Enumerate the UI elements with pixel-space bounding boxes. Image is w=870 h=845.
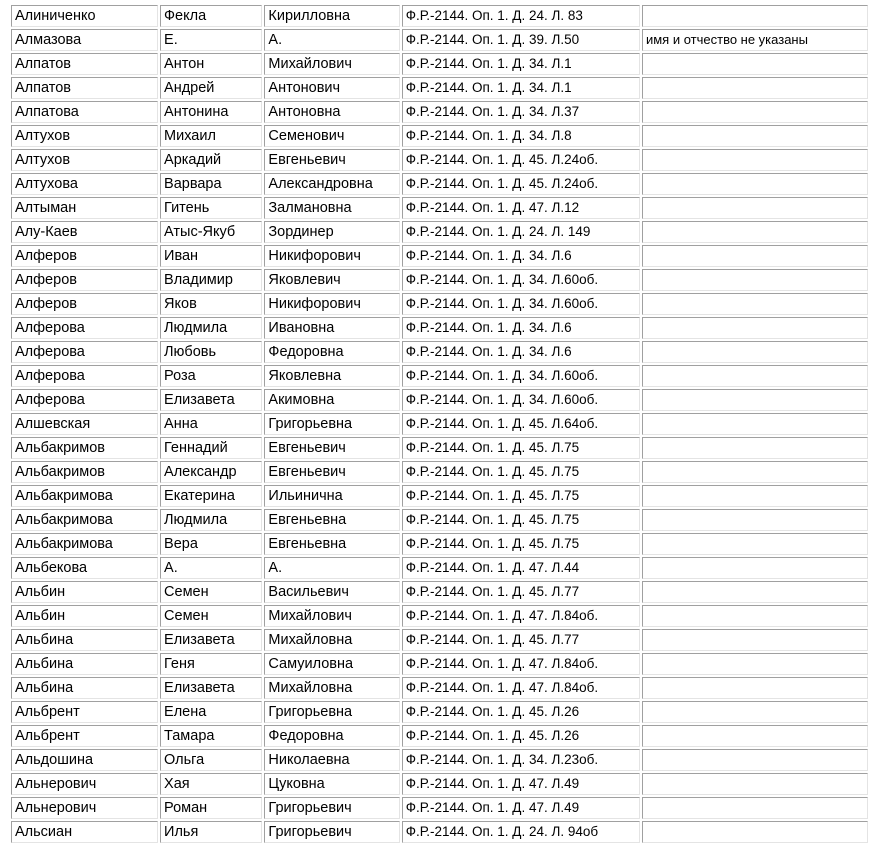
patronymic-cell: Михайлович	[264, 605, 399, 627]
patronymic-cell: А.	[264, 557, 399, 579]
surname-cell: Алтыман	[11, 197, 158, 219]
surname-cell: Алферова	[11, 341, 158, 363]
patronymic-cell: Михайлович	[264, 53, 399, 75]
records-body	[11, 5, 868, 843]
surname-cell: Альбин	[11, 581, 158, 603]
surname-cell: Алпатов	[11, 77, 158, 99]
archive-reference-cell: Ф.Р.-2144. Оп. 1. Д. 34. Л.6	[402, 341, 640, 363]
table-row	[11, 125, 868, 147]
first-name-cell: Фекла	[160, 5, 262, 27]
archive-reference-cell: Ф.Р.-2144. Оп. 1. Д. 24. Л. 149	[402, 221, 640, 243]
surname-cell: Алферова	[11, 317, 158, 339]
table-row	[11, 149, 868, 171]
patronymic-cell: Михайловна	[264, 677, 399, 699]
note-cell	[642, 149, 868, 171]
surname-cell: Алмазова	[11, 29, 158, 51]
patronymic-cell: Евгеньевич	[264, 437, 399, 459]
note-cell	[642, 773, 868, 795]
surname-cell: Алферова	[11, 389, 158, 411]
table-row	[11, 53, 868, 75]
note-cell	[642, 413, 868, 435]
note-cell	[642, 797, 868, 819]
archive-reference-cell: Ф.Р.-2144. Оп. 1. Д. 47. Л.49	[402, 773, 640, 795]
first-name-cell: Е.	[160, 29, 262, 51]
archive-reference-cell: Ф.Р.-2144. Оп. 1. Д. 45. Л.75	[402, 485, 640, 507]
patronymic-cell: Ильинична	[264, 485, 399, 507]
first-name-cell: Аркадий	[160, 149, 262, 171]
patronymic-cell: Евгеньевич	[264, 149, 399, 171]
note-cell	[642, 701, 868, 723]
first-name-cell: Геннадий	[160, 437, 262, 459]
first-name-cell: Хая	[160, 773, 262, 795]
patronymic-cell: Самуиловна	[264, 653, 399, 675]
surname-cell: Альбакримов	[11, 437, 158, 459]
note-cell	[642, 341, 868, 363]
patronymic-cell: Федоровна	[264, 341, 399, 363]
note-cell	[642, 5, 868, 27]
surname-cell: Альбрент	[11, 701, 158, 723]
first-name-cell: Иван	[160, 245, 262, 267]
table-row	[11, 773, 868, 795]
table-row	[11, 749, 868, 771]
first-name-cell: Роман	[160, 797, 262, 819]
first-name-cell: Любовь	[160, 341, 262, 363]
first-name-cell: Владимир	[160, 269, 262, 291]
table-row	[11, 581, 868, 603]
table-row	[11, 221, 868, 243]
archive-reference-cell: Ф.Р.-2144. Оп. 1. Д. 45. Л.77	[402, 629, 640, 651]
first-name-cell: Елена	[160, 701, 262, 723]
table-row	[11, 389, 868, 411]
patronymic-cell: Залмановна	[264, 197, 399, 219]
note-cell	[642, 557, 868, 579]
surname-cell: Алтухов	[11, 149, 158, 171]
patronymic-cell: Ивановна	[264, 317, 399, 339]
archive-reference-cell: Ф.Р.-2144. Оп. 1. Д. 45. Л.26	[402, 725, 640, 747]
surname-cell: Алпатова	[11, 101, 158, 123]
first-name-cell: Михаил	[160, 125, 262, 147]
archive-reference-cell: Ф.Р.-2144. Оп. 1. Д. 34. Л.23об.	[402, 749, 640, 771]
table-row	[11, 341, 868, 363]
first-name-cell: Ольга	[160, 749, 262, 771]
archive-reference-cell: Ф.Р.-2144. Оп. 1. Д. 45. Л.75	[402, 533, 640, 555]
first-name-cell: Антонина	[160, 101, 262, 123]
table-row	[11, 677, 868, 699]
surname-cell: Альбина	[11, 653, 158, 675]
patronymic-cell: Григорьевна	[264, 701, 399, 723]
table-row	[11, 365, 868, 387]
records-table	[9, 3, 870, 845]
patronymic-cell: Кирилловна	[264, 5, 399, 27]
table-row	[11, 461, 868, 483]
archive-reference-cell: Ф.Р.-2144. Оп. 1. Д. 45. Л.24об.	[402, 149, 640, 171]
surname-cell: Альдошина	[11, 749, 158, 771]
note-cell	[642, 653, 868, 675]
patronymic-cell: Зординер	[264, 221, 399, 243]
archive-reference-cell: Ф.Р.-2144. Оп. 1. Д. 45. Л.24об.	[402, 173, 640, 195]
patronymic-cell: Яковлевна	[264, 365, 399, 387]
first-name-cell: Людмила	[160, 509, 262, 531]
surname-cell: Альбрент	[11, 725, 158, 747]
first-name-cell: Варвара	[160, 173, 262, 195]
patronymic-cell: Евгеньевна	[264, 533, 399, 555]
patronymic-cell: Михайловна	[264, 629, 399, 651]
note-cell	[642, 197, 868, 219]
first-name-cell: Людмила	[160, 317, 262, 339]
first-name-cell: Андрей	[160, 77, 262, 99]
archive-reference-cell: Ф.Р.-2144. Оп. 1. Д. 34. Л.8	[402, 125, 640, 147]
archive-reference-cell: Ф.Р.-2144. Оп. 1. Д. 45. Л.64об.	[402, 413, 640, 435]
archive-reference-cell: Ф.Р.-2144. Оп. 1. Д. 34. Л.37	[402, 101, 640, 123]
note-cell	[642, 533, 868, 555]
first-name-cell: Атыс-Якуб	[160, 221, 262, 243]
table-row	[11, 509, 868, 531]
surname-cell: Альбина	[11, 629, 158, 651]
table-row	[11, 173, 868, 195]
note-cell	[642, 389, 868, 411]
note-cell	[642, 821, 868, 843]
note-cell	[642, 53, 868, 75]
note-cell	[642, 245, 868, 267]
table-row	[11, 197, 868, 219]
archive-reference-cell: Ф.Р.-2144. Оп. 1. Д. 24. Л. 83	[402, 5, 640, 27]
patronymic-cell: Евгеньевич	[264, 461, 399, 483]
archive-reference-cell: Ф.Р.-2144. Оп. 1. Д. 45. Л.75	[402, 509, 640, 531]
first-name-cell: Елизавета	[160, 389, 262, 411]
patronymic-cell: Семенович	[264, 125, 399, 147]
table-row	[11, 77, 868, 99]
patronymic-cell: Яковлевич	[264, 269, 399, 291]
patronymic-cell: Николаевна	[264, 749, 399, 771]
first-name-cell: Елизавета	[160, 629, 262, 651]
first-name-cell: Семен	[160, 581, 262, 603]
first-name-cell: Анна	[160, 413, 262, 435]
table-row	[11, 653, 868, 675]
archive-reference-cell: Ф.Р.-2144. Оп. 1. Д. 24. Л. 94об	[402, 821, 640, 843]
patronymic-cell: Васильевич	[264, 581, 399, 603]
patronymic-cell: Акимовна	[264, 389, 399, 411]
patronymic-cell: Евгеньевна	[264, 509, 399, 531]
note-cell	[642, 293, 868, 315]
table-row	[11, 629, 868, 651]
surname-cell: Альбина	[11, 677, 158, 699]
archive-reference-cell: Ф.Р.-2144. Оп. 1. Д. 39. Л.50	[402, 29, 640, 51]
patronymic-cell: Федоровна	[264, 725, 399, 747]
surname-cell: Альсиан	[11, 821, 158, 843]
patronymic-cell: Григорьевич	[264, 821, 399, 843]
note-cell	[642, 509, 868, 531]
first-name-cell: Яков	[160, 293, 262, 315]
patronymic-cell: Григорьевна	[264, 413, 399, 435]
table-row	[11, 317, 868, 339]
archive-reference-cell: Ф.Р.-2144. Оп. 1. Д. 45. Л.77	[402, 581, 640, 603]
surname-cell: Альбекова	[11, 557, 158, 579]
surname-cell: Альбакримов	[11, 461, 158, 483]
note-cell	[642, 677, 868, 699]
table-row	[11, 725, 868, 747]
table-row	[11, 605, 868, 627]
table-row	[11, 269, 868, 291]
first-name-cell: Роза	[160, 365, 262, 387]
table-row	[11, 293, 868, 315]
surname-cell: Альнерович	[11, 773, 158, 795]
surname-cell: Алу-Каев	[11, 221, 158, 243]
archive-reference-cell: Ф.Р.-2144. Оп. 1. Д. 34. Л.1	[402, 77, 640, 99]
note-cell	[642, 749, 868, 771]
note-cell	[642, 317, 868, 339]
table-row	[11, 701, 868, 723]
note-cell	[642, 605, 868, 627]
archive-reference-cell: Ф.Р.-2144. Оп. 1. Д. 45. Л.75	[402, 461, 640, 483]
first-name-cell: Илья	[160, 821, 262, 843]
surname-cell: Алферов	[11, 245, 158, 267]
surname-cell: Альбин	[11, 605, 158, 627]
archive-reference-cell: Ф.Р.-2144. Оп. 1. Д. 45. Л.75	[402, 437, 640, 459]
table-row	[11, 533, 868, 555]
surname-cell: Альбакримова	[11, 509, 158, 531]
first-name-cell: Елизавета	[160, 677, 262, 699]
note-cell	[642, 125, 868, 147]
patronymic-cell: А.	[264, 29, 399, 51]
table-row	[11, 245, 868, 267]
archive-reference-cell: Ф.Р.-2144. Оп. 1. Д. 34. Л.6	[402, 317, 640, 339]
note-cell	[642, 437, 868, 459]
patronymic-cell: Григорьевич	[264, 797, 399, 819]
table-row	[11, 29, 868, 51]
surname-cell: Альбакримова	[11, 485, 158, 507]
archive-reference-cell: Ф.Р.-2144. Оп. 1. Д. 34. Л.60об.	[402, 365, 640, 387]
note-cell	[642, 629, 868, 651]
patronymic-cell: Цуковна	[264, 773, 399, 795]
archive-reference-cell: Ф.Р.-2144. Оп. 1. Д. 47. Л.84об.	[402, 653, 640, 675]
archive-reference-cell: Ф.Р.-2144. Оп. 1. Д. 47. Л.84об.	[402, 605, 640, 627]
archive-reference-cell: Ф.Р.-2144. Оп. 1. Д. 47. Л.44	[402, 557, 640, 579]
table-row	[11, 437, 868, 459]
surname-cell: Алтухов	[11, 125, 158, 147]
surname-cell: Алшевская	[11, 413, 158, 435]
archive-reference-cell: Ф.Р.-2144. Оп. 1. Д. 34. Л.60об.	[402, 269, 640, 291]
table-row	[11, 557, 868, 579]
surname-cell: Алтухова	[11, 173, 158, 195]
archive-reference-cell: Ф.Р.-2144. Оп. 1. Д. 45. Л.26	[402, 701, 640, 723]
surname-cell: Алпатов	[11, 53, 158, 75]
surname-cell: Алиниченко	[11, 5, 158, 27]
note-cell	[642, 77, 868, 99]
first-name-cell: Вера	[160, 533, 262, 555]
note-cell	[642, 725, 868, 747]
note-cell	[642, 485, 868, 507]
surname-cell: Алферов	[11, 293, 158, 315]
first-name-cell: Тамара	[160, 725, 262, 747]
archive-reference-cell: Ф.Р.-2144. Оп. 1. Д. 47. Л.84об.	[402, 677, 640, 699]
archive-reference-cell: Ф.Р.-2144. Оп. 1. Д. 34. Л.6	[402, 245, 640, 267]
table-row	[11, 101, 868, 123]
table-row	[11, 797, 868, 819]
first-name-cell: Екатерина	[160, 485, 262, 507]
patronymic-cell: Антоновна	[264, 101, 399, 123]
note-cell	[642, 221, 868, 243]
patronymic-cell: Никифорович	[264, 293, 399, 315]
surname-cell: Алферов	[11, 269, 158, 291]
archive-reference-cell: Ф.Р.-2144. Оп. 1. Д. 47. Л.49	[402, 797, 640, 819]
note-cell	[642, 365, 868, 387]
patronymic-cell: Антонович	[264, 77, 399, 99]
first-name-cell: А.	[160, 557, 262, 579]
note-cell	[642, 173, 868, 195]
table-row	[11, 5, 868, 27]
patronymic-cell: Никифорович	[264, 245, 399, 267]
first-name-cell: Александр	[160, 461, 262, 483]
surname-cell: Альнерович	[11, 797, 158, 819]
first-name-cell: Гитень	[160, 197, 262, 219]
table-row	[11, 413, 868, 435]
note-cell	[642, 269, 868, 291]
note-cell	[642, 581, 868, 603]
table-row	[11, 485, 868, 507]
first-name-cell: Семен	[160, 605, 262, 627]
archive-reference-cell: Ф.Р.-2144. Оп. 1. Д. 34. Л.60об.	[402, 389, 640, 411]
archive-reference-cell: Ф.Р.-2144. Оп. 1. Д. 34. Л.60об.	[402, 293, 640, 315]
patronymic-cell: Александровна	[264, 173, 399, 195]
note-cell	[642, 461, 868, 483]
archive-reference-cell: Ф.Р.-2144. Оп. 1. Д. 34. Л.1	[402, 53, 640, 75]
note-cell: имя и отчество не указаны	[642, 29, 868, 51]
surname-cell: Алферова	[11, 365, 158, 387]
table-row	[11, 821, 868, 843]
first-name-cell: Антон	[160, 53, 262, 75]
note-cell	[642, 101, 868, 123]
archive-reference-cell: Ф.Р.-2144. Оп. 1. Д. 47. Л.12	[402, 197, 640, 219]
surname-cell: Альбакримова	[11, 533, 158, 555]
first-name-cell: Геня	[160, 653, 262, 675]
